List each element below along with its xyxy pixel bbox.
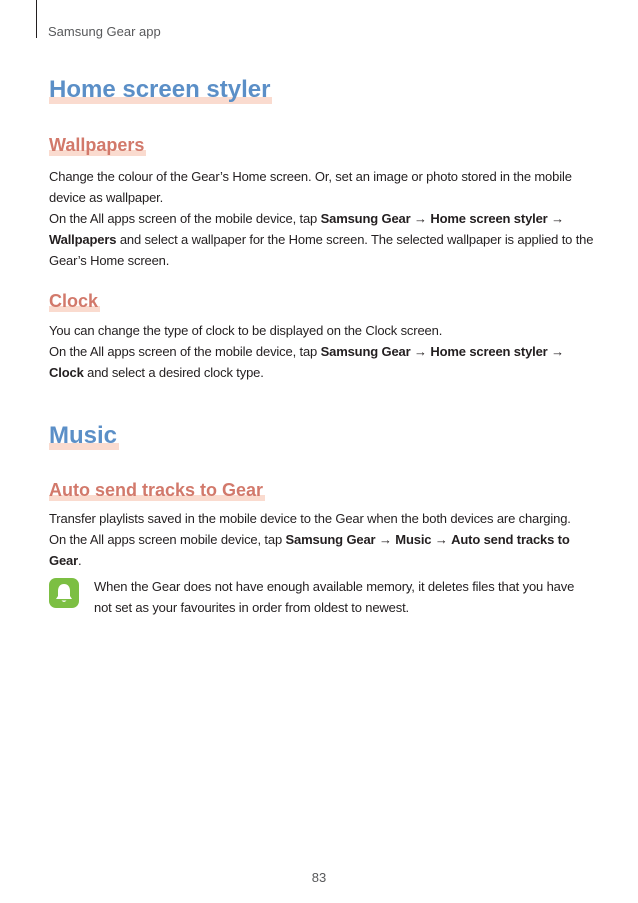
menu-path-home-screen-styler: Home screen styler <box>430 344 548 359</box>
arrow-separator: → <box>375 532 396 547</box>
wallpapers-heading: Wallpapers <box>49 135 145 155</box>
section-title-music <box>49 422 119 450</box>
auto-send-body <box>49 508 594 571</box>
menu-path-music: Music <box>395 532 432 547</box>
bell-icon-glyph <box>54 582 74 604</box>
menu-path-samsung-gear: Samsung Gear <box>320 344 411 359</box>
clock-heading-wrap <box>49 290 100 312</box>
arrow-separator: → <box>410 344 431 359</box>
text-span: On the All apps screen of the mobile device, tap <box>49 211 321 226</box>
arrow-separator: → <box>547 344 564 359</box>
text-span: On the All apps screen mobile device, tap <box>49 532 286 547</box>
auto-send-heading-wrap <box>49 479 265 501</box>
arrow-separator: → <box>431 532 452 547</box>
auto-send-paragraph-1: Transfer playlists saved in the mobile device to the Gear when the both devices are charging. <box>49 511 571 526</box>
text-span: On the All apps screen of the mobile device, tap <box>49 344 321 359</box>
clock-paragraph-2 <box>49 341 594 383</box>
wallpapers-paragraph-2 <box>49 208 594 271</box>
margin-rule <box>36 0 37 38</box>
menu-path-samsung-gear: Samsung Gear <box>320 211 411 226</box>
menu-path-wallpapers: Wallpapers <box>49 232 117 247</box>
text-span: and select a wallpaper for the Home screen. The selected wallpaper is applied to the Gear’s Home screen. <box>49 232 594 268</box>
auto-send-paragraph-2 <box>49 529 594 571</box>
menu-path-clock: Clock <box>49 365 84 380</box>
note-text: When the Gear does not have enough available memory, it deletes files that you have not set as your favourites in order from oldest to newest. <box>94 579 575 615</box>
clock-paragraph-1: You can change the type of clock to be displayed on the Clock screen. <box>49 323 443 338</box>
menu-path-home-screen-styler: Home screen styler <box>430 211 548 226</box>
wallpapers-heading-wrap <box>49 134 146 156</box>
page-number: 83 <box>311 870 327 885</box>
home-screen-styler-title: Home screen styler <box>49 76 271 103</box>
note-text-wrap <box>94 576 594 618</box>
arrow-separator: → <box>410 211 431 226</box>
menu-path-auto-send-tracks: Auto send tracks to Gear <box>49 532 570 568</box>
clock-body <box>49 320 594 383</box>
auto-send-heading: Auto send tracks to Gear <box>49 480 264 500</box>
arrow-separator: → <box>547 211 564 226</box>
wallpapers-body <box>49 166 594 271</box>
text-span: and select a desired clock type. <box>83 365 264 380</box>
bell-icon <box>49 578 79 608</box>
running-header: Samsung Gear app <box>48 24 161 39</box>
menu-path-samsung-gear: Samsung Gear <box>285 532 376 547</box>
text-span: . <box>78 553 82 568</box>
clock-heading: Clock <box>49 291 99 311</box>
wallpapers-paragraph-1: Change the colour of the Gear’s Home screen. Or, set an image or photo stored in the mobile device as wallpaper. <box>49 169 572 205</box>
section-title-home-screen-styler <box>49 76 272 104</box>
note-callout <box>49 576 594 626</box>
music-title: Music <box>49 422 118 449</box>
